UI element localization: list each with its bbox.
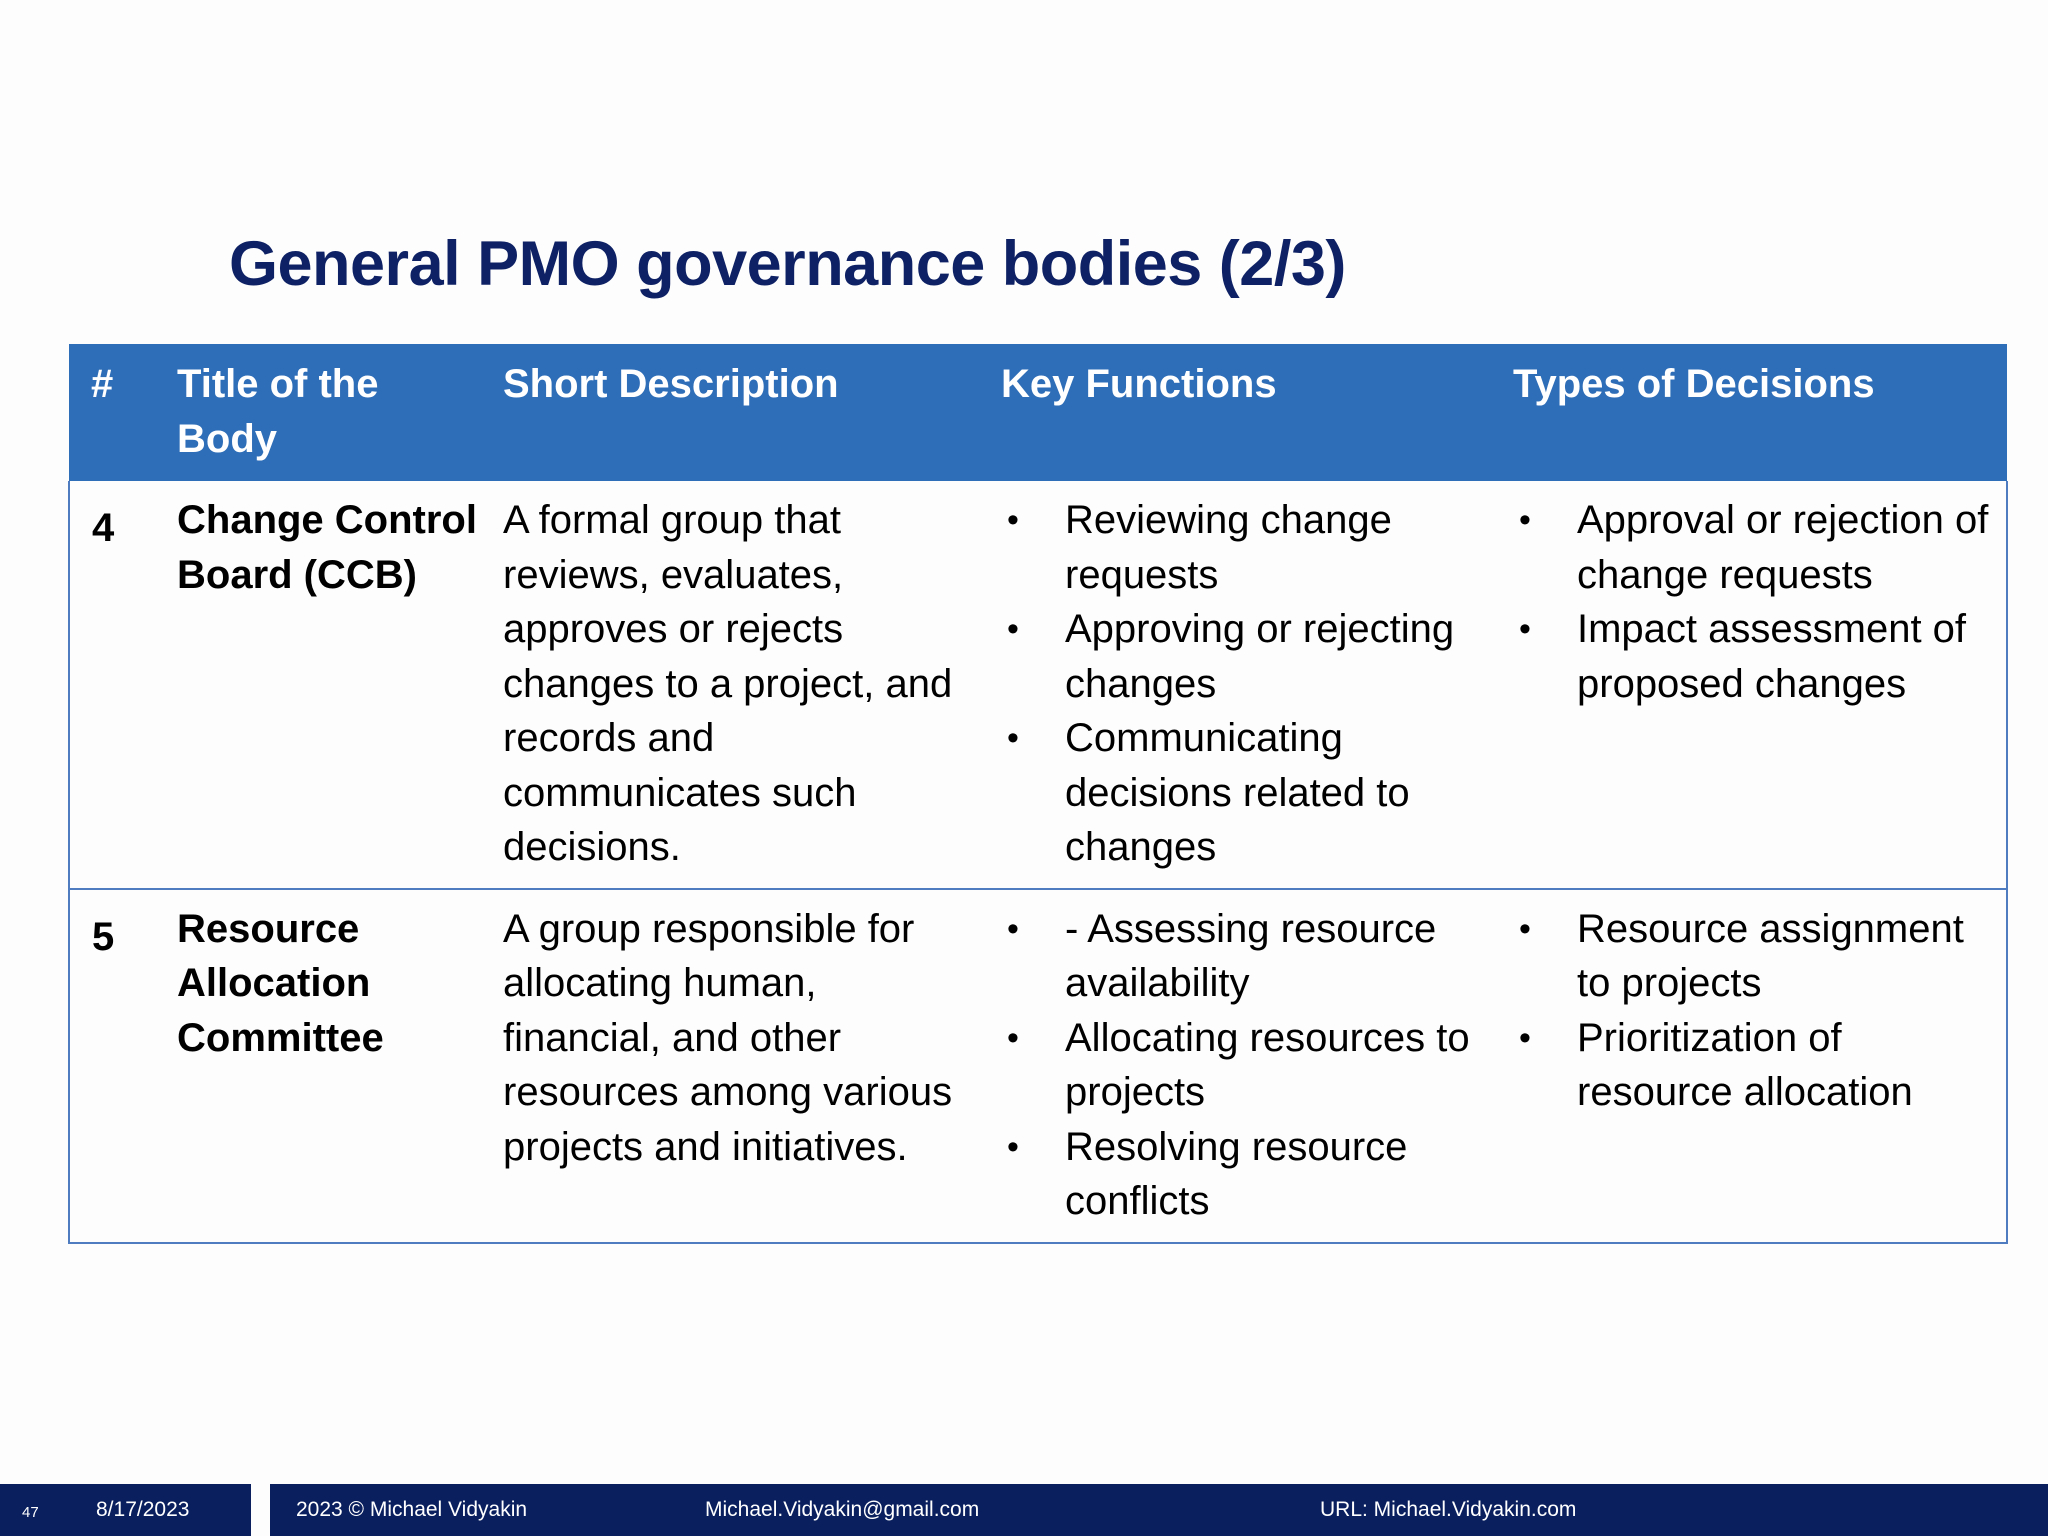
list-item: • Approval or rejection of change requests xyxy=(1513,493,1994,602)
table-row xyxy=(69,889,2007,1243)
list-item: • Reviewing change requests xyxy=(1001,493,1489,602)
list-item: • Allocating resources to projects xyxy=(1001,1011,1489,1120)
list-item: • Resource assignment to projects xyxy=(1513,902,1994,1011)
bullet-icon: • xyxy=(1519,501,1531,539)
header-number: # xyxy=(91,362,114,406)
bullet-icon: • xyxy=(1007,610,1019,648)
decisions-cell xyxy=(1501,481,2007,889)
list-item: • Prioritization of resource allocation xyxy=(1513,1011,1994,1120)
bullet-icon: • xyxy=(1519,610,1531,648)
key-functions-cell xyxy=(989,481,1501,889)
page-number: 47 xyxy=(22,1504,39,1521)
decisions-list xyxy=(1513,493,1994,711)
list-item: • Communicating decisions related to changes xyxy=(1001,711,1489,875)
footer-copyright: 2023 © Michael Vidyakin xyxy=(296,1498,528,1521)
decisions-list xyxy=(1513,902,1994,1120)
bullet-icon: • xyxy=(1007,501,1019,539)
slide-title: General PMO governance bodies (2/3) xyxy=(229,229,1346,299)
header-key-functions: Key Functions xyxy=(1001,362,1277,406)
list-item: • Resolving resource conflicts xyxy=(1001,1120,1489,1229)
decisions-cell xyxy=(1501,889,2007,1243)
bullet-icon: • xyxy=(1007,909,1019,948)
body-title: Change Control Board (CCB) xyxy=(177,498,477,597)
key-functions-cell xyxy=(989,889,1501,1243)
bullet-icon: • xyxy=(1519,1018,1531,1057)
list-item: • Impact assessment of proposed changes xyxy=(1513,602,1994,711)
body-description: A formal group that reviews, evaluates, approves or rejects changes to a project, and records and communicates such decisions. xyxy=(503,498,953,869)
governance-table xyxy=(68,344,2008,1244)
slide-footer xyxy=(0,1484,2048,1536)
header-decisions: Types of Decisions xyxy=(1513,362,1875,406)
bullet-icon: • xyxy=(1007,719,1019,757)
footer-date: 8/17/2023 xyxy=(96,1498,190,1521)
header-description: Short Description xyxy=(503,362,839,406)
bullet-icon: • xyxy=(1007,1127,1019,1166)
table-row xyxy=(69,481,2007,889)
key-functions-list xyxy=(1001,493,1489,875)
table-header-row xyxy=(69,344,2007,481)
footer-divider xyxy=(251,1484,270,1536)
bullet-icon: • xyxy=(1007,1018,1019,1057)
key-functions-list xyxy=(1001,902,1489,1229)
list-item: • - Assessing resource availability xyxy=(1001,902,1489,1011)
list-item: • Approving or rejecting changes xyxy=(1001,602,1489,711)
header-title: Title of the Body xyxy=(177,362,379,461)
bullet-icon: • xyxy=(1519,909,1531,948)
footer-email: Michael.Vidyakin@gmail.com xyxy=(705,1498,980,1521)
body-title: Resource Allocation Committee xyxy=(177,906,384,1060)
row-number: 4 xyxy=(92,506,115,550)
body-description: A group responsible for allocating human, financial, and other resources among various projects and initiatives. xyxy=(503,906,953,1169)
footer-url: URL: Michael.Vidyakin.com xyxy=(1320,1498,1577,1521)
row-number: 5 xyxy=(92,914,115,959)
